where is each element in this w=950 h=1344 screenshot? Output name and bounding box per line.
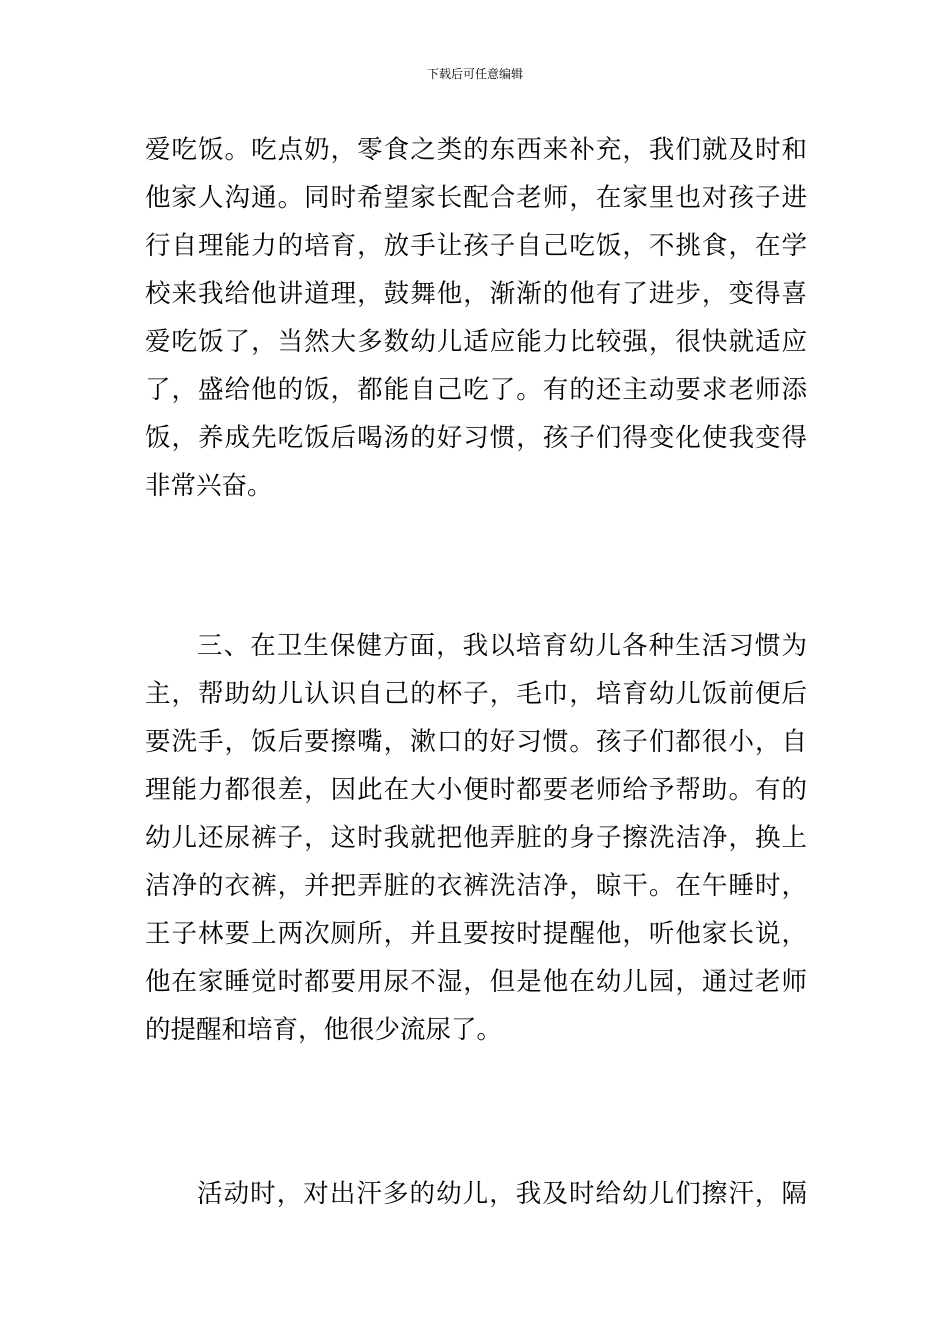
text-line: 他在家睡觉时都要用尿不湿，但是他在幼儿园，通过老师 — [145, 967, 807, 997]
text-line: 三、在卫生保健方面，我以培育幼儿各种生活习惯为 — [197, 631, 807, 661]
text-line: 他家人沟通。同时希望家长配合老师，在家里也对孩子进 — [145, 183, 807, 213]
text-line: 行自理能力的培育，放手让孩子自己吃饭，不挑食，在学 — [145, 231, 807, 261]
text-line: 主，帮助幼儿认识自己的杯子，毛巾，培育幼儿饭前便后 — [145, 679, 807, 709]
paragraph-meal-habits — [145, 126, 807, 510]
text-line: 要洗手，饭后要擦嘴，漱口的好习惯。孩子们都很小，自 — [145, 727, 807, 757]
text-line: 爱吃饭了，当然大多数幼儿适应能力比较强，很快就适应 — [145, 327, 807, 357]
text-line: 非常兴奋。 — [145, 471, 273, 501]
text-line: 理能力都很差，因此在大小便时都要老师给予帮助。有的 — [145, 775, 807, 805]
text-line: 的提醒和培育，他很少流尿了。 — [145, 1015, 503, 1045]
text-line: 校来我给他讲道理，鼓舞他，渐渐的他有了进步，变得喜 — [145, 279, 807, 309]
text-line: 洁净的衣裤，并把弄脏的衣裤洗洁净，晾干。在午睡时， — [145, 871, 807, 901]
paragraph-activities — [145, 1170, 807, 1218]
text-line: 爱吃饭。吃点奶，零食之类的东西来补充，我们就及时和 — [145, 135, 807, 165]
page-header: 下载后可任意编辑 — [426, 67, 523, 81]
text-line: 幼儿还尿裤子，这时我就把他弄脏的身子擦洗洁净，换上 — [145, 823, 807, 853]
text-line: 王子林要上两次厕所，并且要按时提醒他，听他家长说， — [145, 919, 807, 949]
text-line: 活动时，对出汗多的幼儿，我及时给幼儿们擦汗，隔 — [197, 1179, 807, 1209]
text-line: 饭，养成先吃饭后喝汤的好习惯，孩子们得变化使我变得 — [145, 423, 807, 453]
text-line: 了，盛给他的饭，都能自己吃了。有的还主动要求老师添 — [145, 375, 807, 405]
paragraph-hygiene — [145, 622, 807, 1054]
